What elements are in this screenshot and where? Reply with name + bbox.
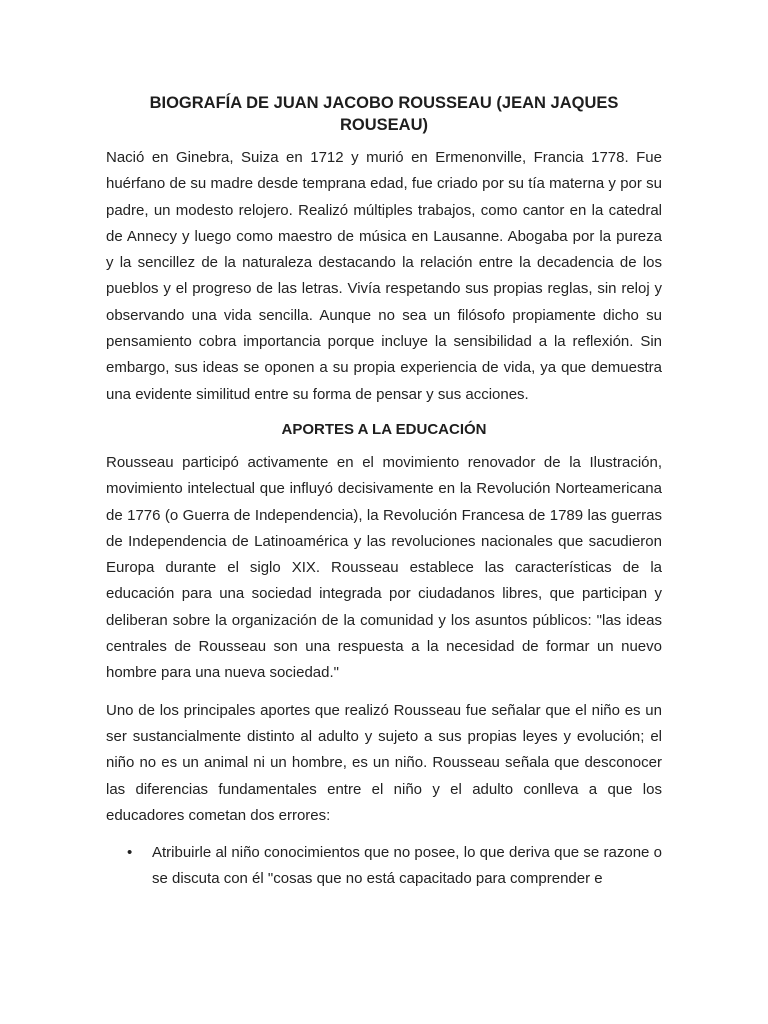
biography-paragraph: Nació en Ginebra, Suiza en 1712 y murió en Ermenonville, Francia 1778. Fue huérfano de su madre desde temprana edad, fue criado por su tía materna y por su padre, un modesto relojero. Realizó múltiples trabajos, como cantor en la catedral de Annecy y luego como maestro de música en Lausanne. Abogaba por la pureza y la sencillez de la naturaleza destacando la relación entre la decadencia de los pueblos y el progreso de las letras. Vivía respetando sus propias reglas, sin reloj y observando una vida sencilla. Aunque no sea un filósofo propiamente dicho su pensamiento cobra importancia porque incluye la sensibilidad a la reflexión. Sin embargo, sus ideas se oponen a su propia experiencia de vida, ya que demuestra una evidente similitud entre su forma de pensar y sus acciones. — [106, 149, 662, 403]
document-page — [106, 92, 662, 893]
list-item — [106, 840, 662, 893]
document-title: BIOGRAFÍA DE JUAN JACOBO ROUSSEAU (JEAN JAQUES ROUSEAU) — [149, 94, 619, 134]
ilustracion-paragraph: Rousseau participó activamente en el movimiento renovador de la Ilustración, movimiento intelectual que influyó decisivamente en la Revolución Norteamericana de 1776 (o Guerra de Independencia), la Revolución Francesa de 1789 las guerras de Independencia de Latinoamérica y las revoluciones nacionales que sacudieron Europa durante el siglo XIX. Rousseau establece las características de la educación para una sociedad integrada por ciudadanos libres, que participan y deliberan sobre la organización de la comunidad y los asuntos públicos: "las ideas centrales de Rousseau son una respuesta a la necesidad de formar un nuevo hombre para una nueva sociedad." — [106, 453, 662, 682]
list-item-text: Atribuirle al niño conocimientos que no posee, lo que deriva que se razone o se discuta con él "cosas que no está capacitado para comprender e — [152, 844, 662, 888]
errors-list — [106, 840, 662, 893]
aportes-paragraph: Uno de los principales aportes que realizó Rousseau fue señalar que el niño es un ser sustancialmente distinto al adulto y sujeto a sus propias leyes y evolución; el niño no es un animal ni un hombre, es un niño. Rousseau señala que desconocer las diferencias fundamentales entre el niño y el adulto conlleva a que los educadores cometan dos errores: — [106, 701, 662, 824]
bullet-icon: • — [127, 844, 133, 862]
section-heading-aportes: APORTES A LA EDUCACIÓN — [281, 420, 487, 438]
